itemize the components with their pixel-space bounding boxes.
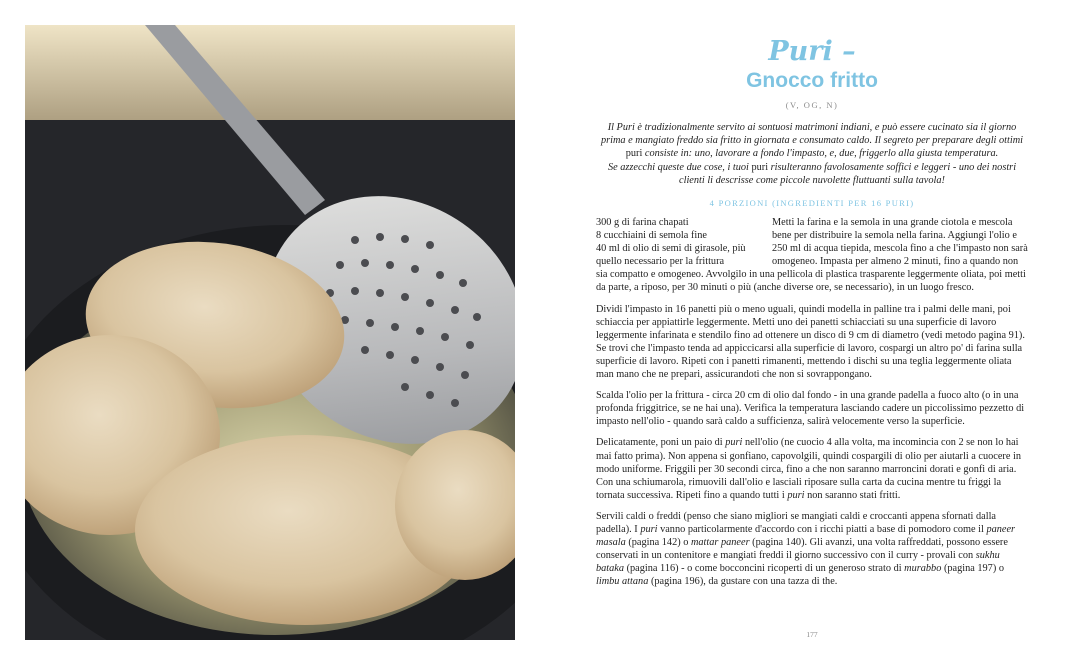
step-text: (pagina 142) o bbox=[628, 537, 689, 549]
step-text: (pagina 140). Gli avanzi, una volta raffreddati, possono essere conservati in un contenitore e mangiati freddi il giorno successivo con il curry - provali con bbox=[596, 537, 1008, 562]
method-step-4 bbox=[596, 436, 1028, 501]
recipe-body bbox=[596, 216, 1028, 588]
ingredient-item: 8 cucchiaini di semola fine bbox=[596, 230, 707, 242]
intro-line: clienti li descrisse come piccole nuvolette fluttuanti sulla tavola! bbox=[679, 174, 945, 186]
step-text: (pagina 116) - o come bocconcini ricoperti di un generoso strato di bbox=[626, 563, 902, 575]
intro-line: Se azzecchi queste due cose, i tuoi bbox=[607, 161, 749, 173]
recipe-intro bbox=[596, 121, 1028, 187]
dish-name: puri bbox=[640, 523, 658, 535]
method-step-2: Dividi l'impasto in 16 panetti più o meno uguali, quindi modella in palline tra i palmi delle mani, poi schiaccia per appiattirle leggermente. Metti uno dei panetti schiacciati su una superficie di lavoro leggermente infarinata e stendilo fino ad ottenere un disco di 9 cm di diametro (vedi metodo pagina 91). Se trovi che l'impasto tenda ad appiccicarsi alla superficie di lavoro, cospargi un altro po' di farina sulla superficie di lavoro. Ripeti con i panetti rimanenti, mettendo i dischi su una teglia leggermente oliata man mano che ne prepari, assicurandoti che non si sovrappongano. bbox=[596, 303, 1025, 381]
intro-word: puri bbox=[625, 148, 643, 160]
intro-line: prima e mangiato freddo sia fritto in giornata e consumato caldo. Il segreto per preparare degli ottimi bbox=[600, 135, 1024, 147]
page-number: 177 bbox=[806, 630, 818, 639]
method-step-5 bbox=[596, 510, 1028, 589]
intro-word: puri bbox=[751, 161, 769, 173]
fried-puri-image bbox=[25, 25, 515, 640]
dietary-tags: (V, OG, N) bbox=[785, 100, 839, 110]
method-step-3: Scalda l'olio per la frittura - circa 20 cm di olio dal fondo - in una grande padella a fuoco alto (o in una profonda friggitrice, se ne hai una). Verifica la temperatura lasciando cadere un piccolissimo pezzetto di impasto nell'olio - quando sarà caldo a sufficienza, salirà velocemente verso la superficie. bbox=[596, 390, 1025, 428]
intro-line: risulteranno favolosamente soffici e leggeri - uno dei nostri bbox=[770, 161, 1017, 173]
ingredient-list bbox=[596, 216, 768, 268]
servings-heading: 4 PORZIONI (INGREDIENTI PER 16 PURI) bbox=[709, 198, 915, 209]
dish-name: limbu attana bbox=[596, 576, 649, 588]
intro-line: consiste in: uno, lavorare a fondo l'impasto, e, due, friggerlo alla giusta temperatura. bbox=[644, 148, 999, 160]
step-text: (pagina 196), da gustare con una tazza di the. bbox=[650, 576, 838, 588]
intro-line: Il Puri è tradizionalmente servito ai sontuosi matrimoni indiani, e può essere cucinato sia il giorno bbox=[607, 122, 1017, 133]
dish-name: murabbo bbox=[904, 563, 942, 575]
ingredient-item: quello necessario per la frittura bbox=[596, 256, 725, 268]
step-text: vanno particolarmente d'accordo con i ricchi piatti a base di pomodoro come il bbox=[660, 523, 984, 535]
step-text: Servili caldi o freddi (penso che siano migliori se mangiati caldi e croccanti appena sfornati dalla padella). I bbox=[596, 510, 997, 535]
ingredient-item: 300 g di farina chapati bbox=[596, 217, 689, 229]
step-text: Delicatamente, poni un paio di bbox=[596, 437, 723, 449]
step-text: non saranno stati fritti. bbox=[807, 489, 901, 501]
step-text: nell'olio (ne cuocio 4 alla volta, ma incomincia con 2 se non lo hai mai fatto prima). Non appena si gonfiano, capovolgili, quindi cospargili di olio per aiutarli a cuocere in modo uniforme. Friggili per 30 secondi circa, fino a che non saranno marroncini dorati e gonfi di aria. Con una schiumarola, rimuovili dall'olio e lasciali riposare sulla carta da cucina mentre tu friggi la tornata successiva. Ripeti fino a quando tutti i bbox=[596, 437, 1022, 501]
recipe-page bbox=[596, 36, 1028, 639]
dish-name: sukhu bataka bbox=[596, 550, 1000, 575]
dish-name: paneer masala bbox=[596, 523, 1016, 549]
dish-name: puri bbox=[725, 437, 743, 449]
recipe-title: Gnocco fritto bbox=[746, 69, 878, 92]
dish-name: puri bbox=[787, 489, 805, 501]
method-step-1: Metti la farina e la semola in una grande ciotola e mescola bene per distribuire la semola nella farina. Aggiungi l'olio e 250 ml di acqua tiepida, mescola fino a che l'impasto non sarà omogeneo. Impasta per almeno 2 minuti, fino a quando non sia compatto e omogeneo. Avvolgilo in una pellicola di plastica trasparente leggermente oliata, poi metti da parte, a riposo, per 30 minuti o più (anche diverse ore, se necessario), in un luogo fresco. bbox=[596, 217, 1028, 294]
ingredient-item: 40 ml di olio di semi di girasole, più bbox=[596, 243, 746, 255]
dish-name: mattar paneer bbox=[690, 537, 750, 549]
recipe-photo bbox=[25, 25, 515, 640]
step-text: (pagina 197) o bbox=[943, 563, 1004, 575]
recipe-title-script: Puri – bbox=[768, 36, 856, 67]
